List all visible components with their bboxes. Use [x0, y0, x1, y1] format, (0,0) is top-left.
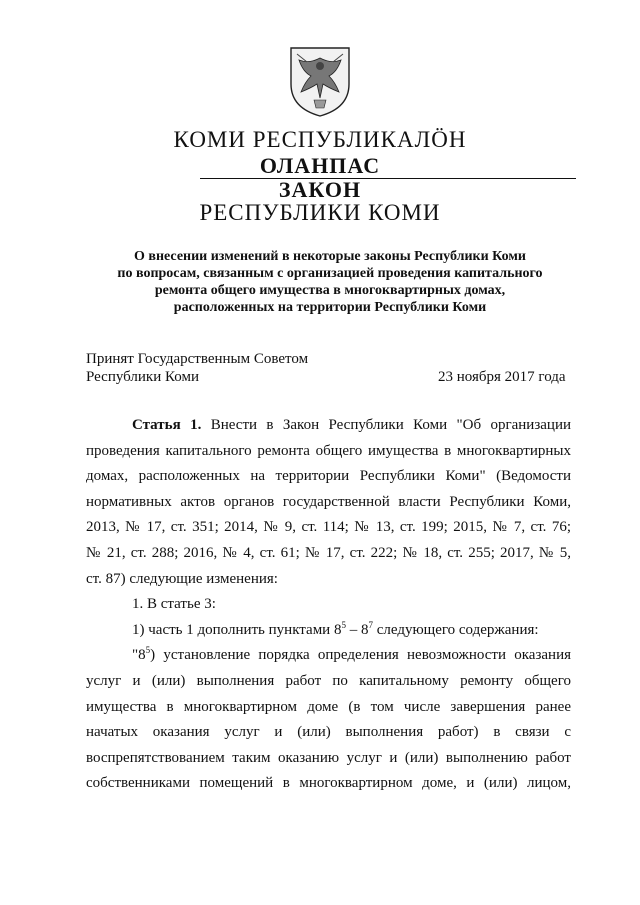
law-title-line: расположенных на территории Республики Коми: [173, 300, 487, 315]
superscript: 5: [341, 619, 346, 630]
adopted-line: Принят Государственным Советом: [86, 351, 309, 367]
point-text: ) установление порядка определения невозможности оказания: [150, 647, 571, 664]
document-body: [86, 413, 571, 797]
text-line: имущества в многоквартирном доме (в том числе завершения ранее: [86, 698, 571, 715]
law-title-line: по вопросам, связанным с организацией проведения капитального: [117, 266, 543, 281]
text-line: воспрепятствованием таким оказанию услуг и (или) выполнению работ: [86, 749, 571, 766]
header-respubliki: РЕСПУБЛИКИ КОМИ: [199, 200, 441, 225]
adopted-date: 23 ноября 2017 года: [438, 369, 566, 385]
subitem-1-prefix: 1) часть 1 дополнить пунктами 8: [132, 621, 342, 638]
coat-of-arms-emblem: [287, 44, 353, 118]
subitem-1: [86, 618, 571, 644]
text-line: нормативных актов органов государственной власти Республики Коми,: [86, 493, 571, 510]
item-1: 1. В статье 3:: [132, 596, 216, 613]
header-komi-line: КОМИ РЕСПУБЛИКАЛӦН: [173, 127, 467, 152]
text-line: услуг и (или) выполнения работ по капитальному ремонту общего: [86, 672, 571, 689]
text-line: Внести в Закон Республики Коми "Об организации: [201, 417, 571, 433]
point-open: "8: [132, 647, 146, 664]
text-line: собственниками помещений в многоквартирном доме, и (или) лицом,: [86, 775, 571, 792]
header-zakon: ЗАКОН: [278, 177, 362, 202]
adopted-by: [86, 350, 308, 386]
text-line: ст. 87) следующие изменения:: [86, 570, 278, 587]
point-8-5-first-line: [86, 643, 571, 669]
subitem-1-dash: – 8: [345, 621, 369, 638]
text-line: проведения капитального ремонта общего имущества в многоквартирных: [86, 442, 571, 459]
article-1-paragraph: [86, 413, 571, 439]
header-olanpas: ОЛАНПАС: [259, 153, 381, 178]
superscript: 5: [145, 645, 151, 656]
adopted-line: Республики Коми: [86, 369, 199, 385]
law-title: [60, 248, 600, 316]
article-label: Статья 1.: [132, 417, 202, 433]
text-line: начатых оказания услуг и (или) выполнения работ) в связи с: [86, 724, 571, 741]
law-title-line: О внесении изменений в некоторые законы Республики Коми: [134, 249, 526, 264]
text-line: № 21, ст. 288; 2016, № 4, ст. 61; № 17, ст. 222; № 18, ст. 255; 2017, № 5,: [86, 544, 571, 561]
law-title-line: ремонта общего имущества в многоквартирных домах,: [154, 283, 506, 298]
text-line: 2013, № 17, ст. 351; 2014, № 9, ст. 114; № 13, ст. 199; 2015, № 7, ст. 76;: [86, 519, 571, 536]
superscript: 7: [368, 619, 373, 630]
text-line: домах, расположенных на территории Республики Коми" (Ведомости: [86, 468, 571, 485]
subitem-1-suffix: следующего содержания:: [372, 621, 539, 638]
